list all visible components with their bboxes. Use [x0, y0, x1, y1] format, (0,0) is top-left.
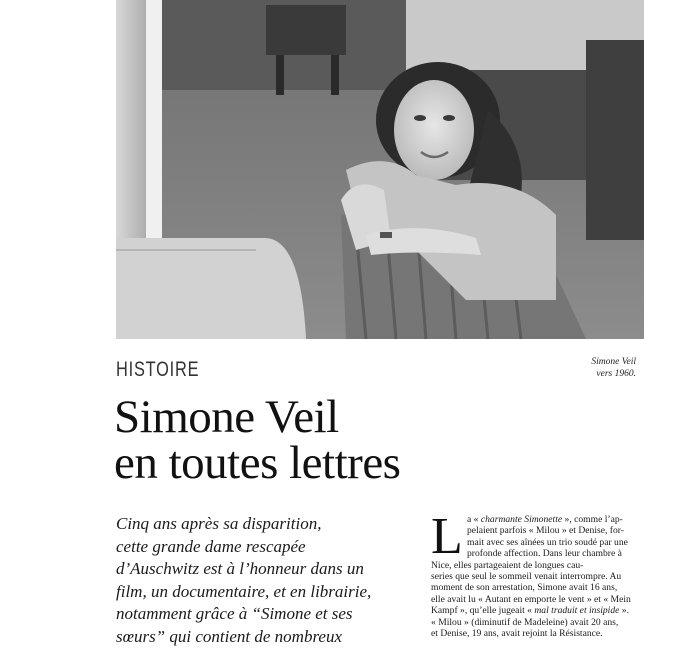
standfirst-line: sœurs” qui contient de nombreux: [116, 626, 388, 648]
body-line: series que seul le sommeil venait interrompre. Au: [431, 571, 644, 582]
article-standfirst: [116, 513, 388, 630]
drop-cap: L: [431, 514, 465, 560]
article-photo: [116, 0, 644, 339]
body-line: Kampf », qu’elle jugeait « mal traduit et insipide ».: [431, 605, 644, 616]
title-line: en toutes lettres: [114, 440, 534, 486]
caption-line: vers 1960.: [526, 368, 636, 380]
body-line: Nice, elles partageaient de longues cau-: [431, 560, 644, 571]
body-line: moment de son arrestation, Simone avait 16 ans,: [431, 582, 644, 593]
body-line: profonde affection. Dans leur chambre à: [431, 548, 644, 559]
standfirst-line: film, un documentaire, et en librairie,: [116, 581, 388, 604]
portrait-photo-icon: [116, 0, 644, 339]
article-body: [431, 514, 644, 630]
body-line: a « charmante Simonette », comme l’ap-: [431, 514, 644, 525]
body-line: mait avec ses aînées un trio soudé par une: [431, 537, 644, 548]
standfirst-line: d’Auschwitz est à l’honneur dans un: [116, 558, 388, 581]
body-line: pelaient parfois « Milou » et Denise, for-: [431, 525, 644, 536]
caption-line: Simone Veil: [526, 356, 636, 368]
standfirst-line: notamment grâce à “Simone et ses: [116, 603, 388, 626]
section-rubric: HISTOIRE: [116, 358, 199, 382]
article-title: [114, 394, 534, 486]
title-line: Simone Veil: [114, 394, 534, 440]
body-line: elle avait lu « Autant en emporte le vent » et « Mein: [431, 594, 644, 605]
body-line: « Milou » (diminutif de Madeleine) avait 20 ans,: [431, 617, 644, 628]
standfirst-line: cette grande dame rescapée: [116, 536, 388, 559]
body-line: et Denise, 19 ans, avait rejoint la Résistance.: [431, 628, 644, 639]
photo-caption: [526, 356, 636, 380]
standfirst-line: Cinq ans après sa disparition,: [116, 513, 388, 536]
